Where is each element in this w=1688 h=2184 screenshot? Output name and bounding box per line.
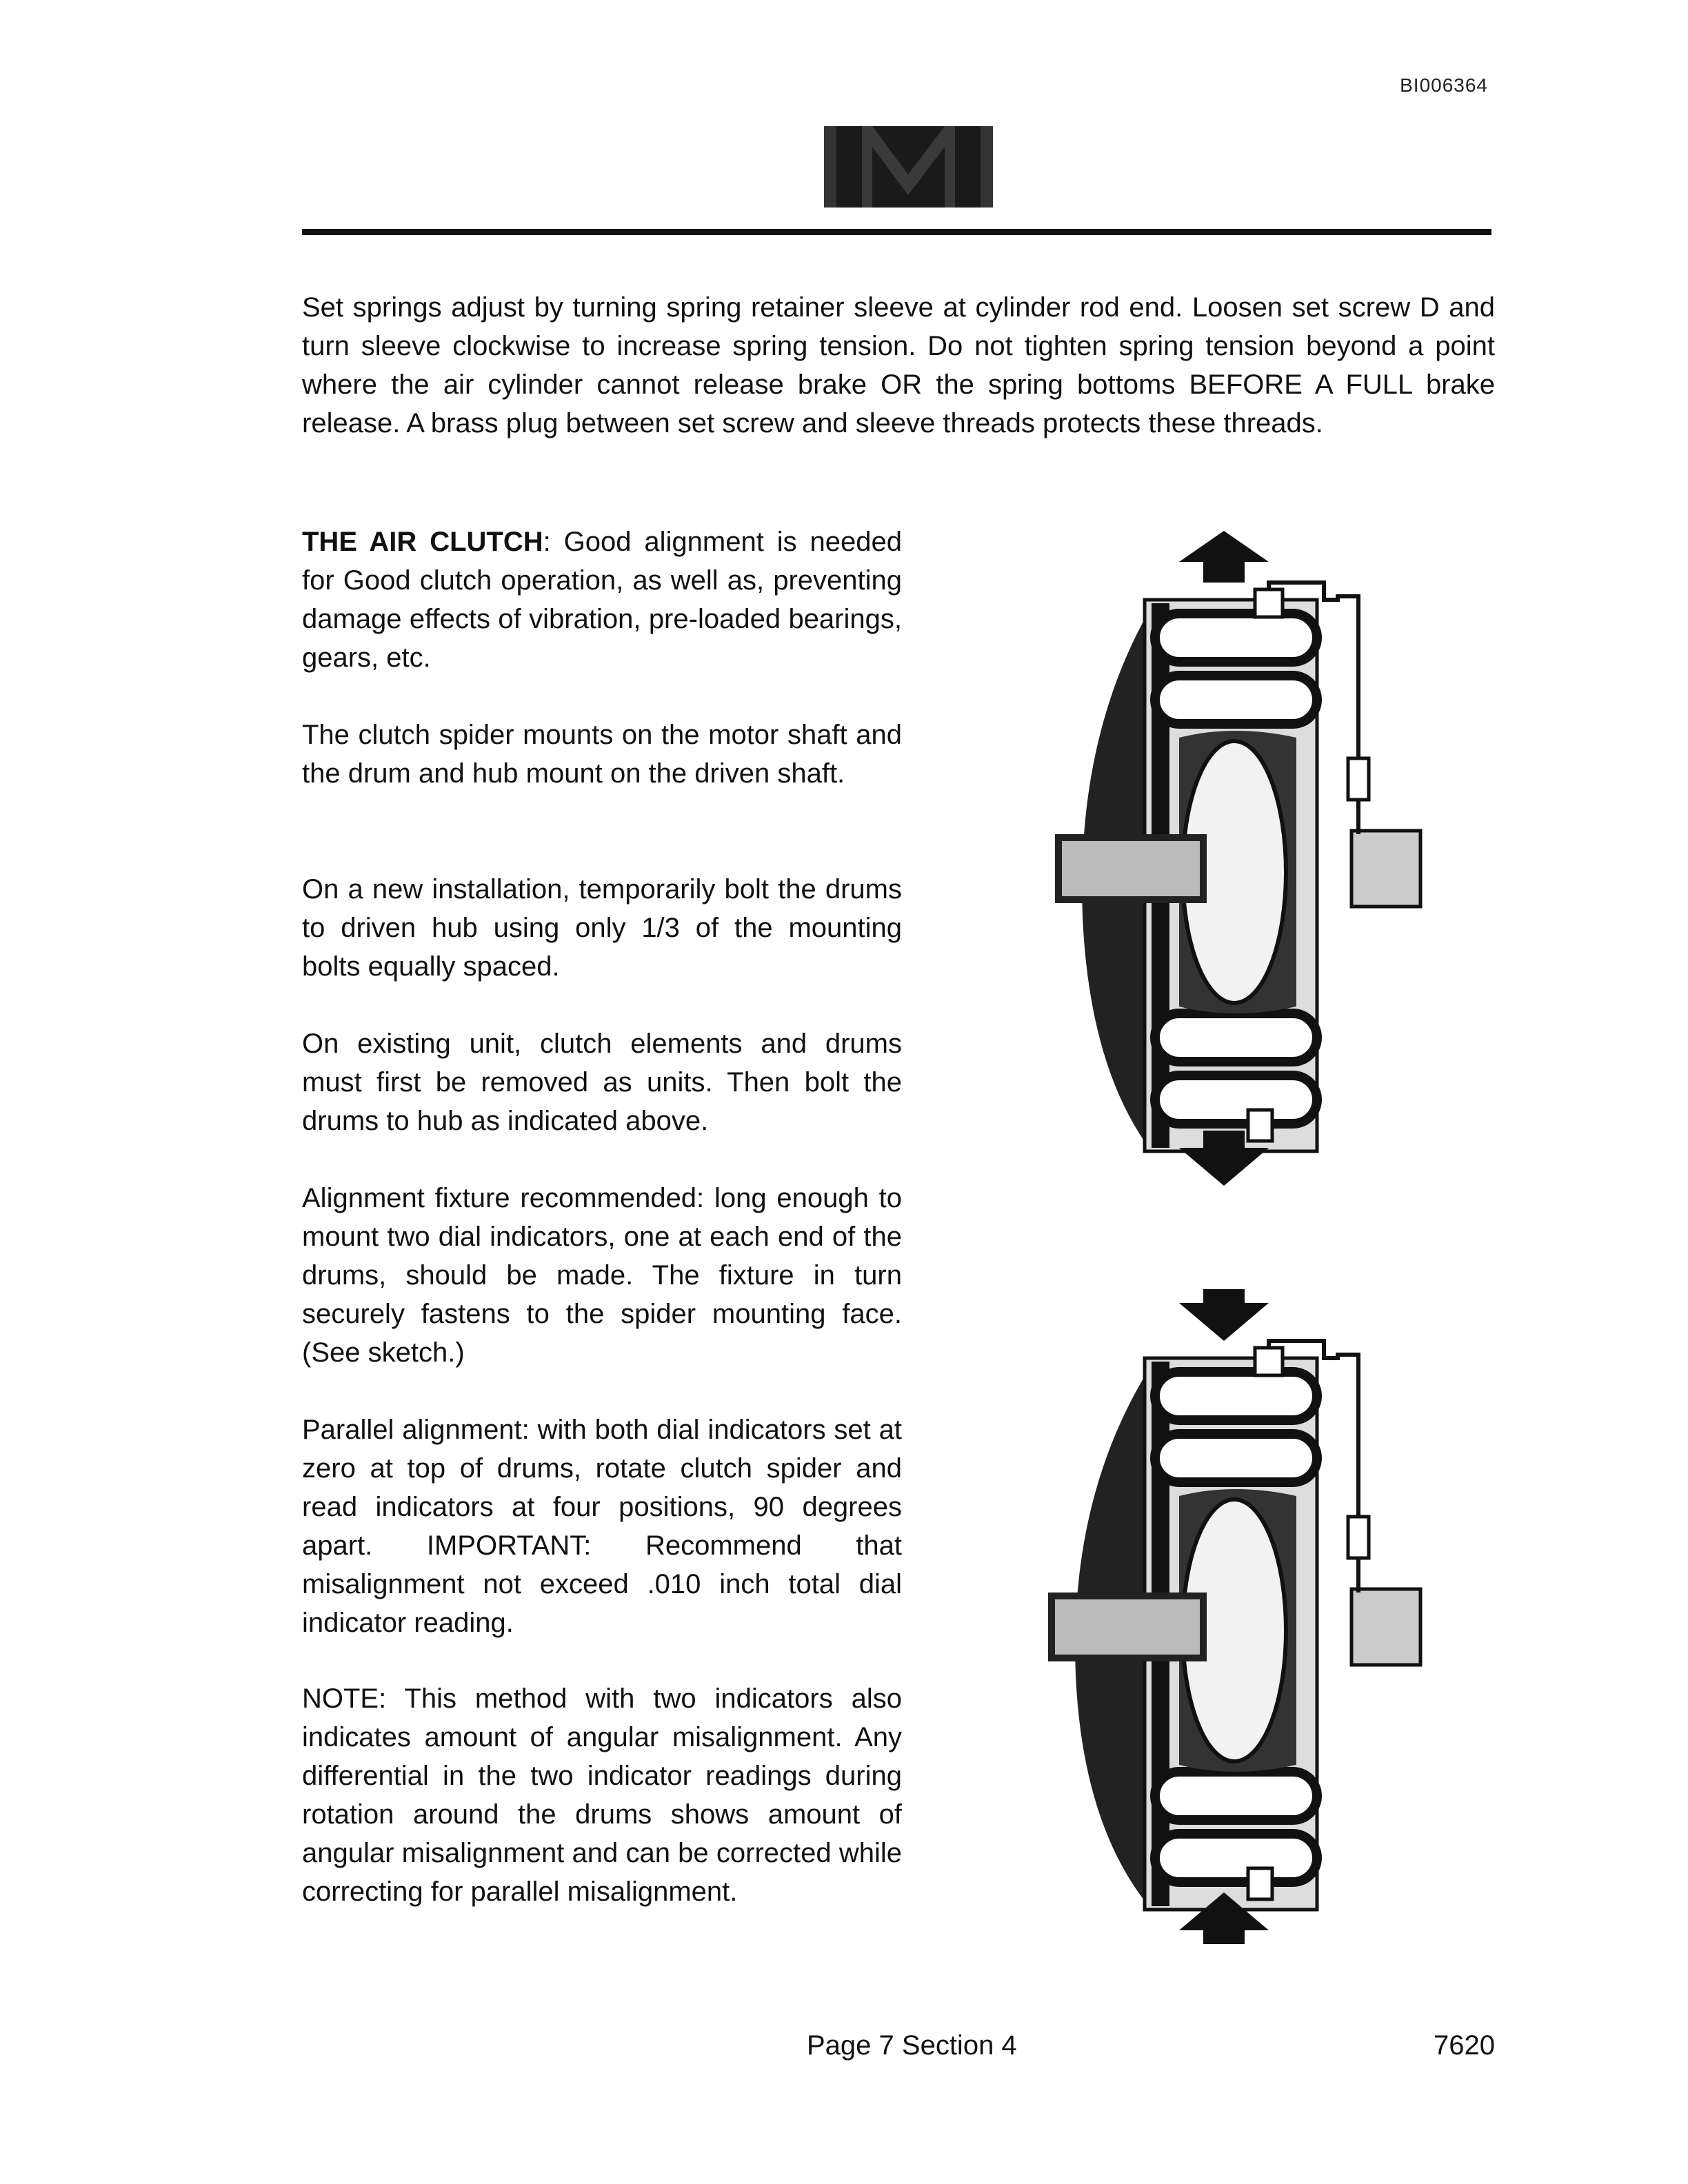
air-clutch-cross-section-icon: [1034, 1289, 1434, 1944]
page-label: Page 7 Section 4: [807, 2030, 1017, 2061]
m-logo-icon: [824, 126, 993, 208]
section-paragraph-4: On existing unit, clutch elements and drums must first be removed as units. Then bolt the drums to hub as indicated above.: [302, 1029, 902, 1136]
paragraph-text: Good alignment is needed for Good clutch operation, as well as, preventing damage effects of vibration, pre-loaded bearings, gears, etc.: [302, 527, 903, 673]
arrow-up-icon: [1179, 531, 1269, 583]
intro-paragraph: Set springs adjust by turning spring retainer sleeve at cylinder rod end. Loosen set screw D and turn sleeve clockwise to increase spring tension. Do not tighten spring tension beyond a point where the air cylinder cannot release brake OR the spring bottoms BEFORE A FULL brake release. A brass plug between set screw and sleeve threads protects these threads.: [302, 292, 1495, 438]
section-paragraph-5: Alignment fixture recommended: long enough to mount two dial indicators, one at each end of the drums, should be made. The fixture in turn securely fastens to the spider mounting face. (See sketch.): [302, 1183, 902, 1368]
document-id: BI006364: [1400, 74, 1488, 96]
page-number: 7620: [1434, 2030, 1495, 2061]
section-paragraph-7: NOTE: This method with two indicators also indicates amount of angular misalignment. Any differential in the two indicator readings during rotation around the drums shows amount of angular misalignment and can be corrected while correcting for parallel misalignment.: [302, 1684, 902, 1907]
section-paragraph-6: Parallel alignment: with both dial indicators set at zero at top of drums, rotate clutch spider and read indicators at four positions, 90 degrees apart. IMPORTANT: Recommend that misalignment not exceed .010 inch total dial indicator reading.: [302, 1415, 902, 1638]
air-clutch-cross-section-icon: [1034, 531, 1434, 1186]
section-paragraph-1: [302, 523, 902, 677]
section-paragraph-3: On a new installation, temporarily bolt the drums to driven hub using only 1/3 of the mounting bolts equally spaced.: [302, 874, 902, 982]
section-heading-colon: :: [543, 527, 551, 557]
arrow-down-icon: [1179, 1289, 1269, 1341]
section-paragraph-2: The clutch spider mounts on the motor shaft and the drum and hub mount on the driven shaft.: [302, 720, 902, 789]
section-heading: THE AIR CLUTCH: [302, 527, 543, 557]
header-rule: [302, 229, 1491, 235]
